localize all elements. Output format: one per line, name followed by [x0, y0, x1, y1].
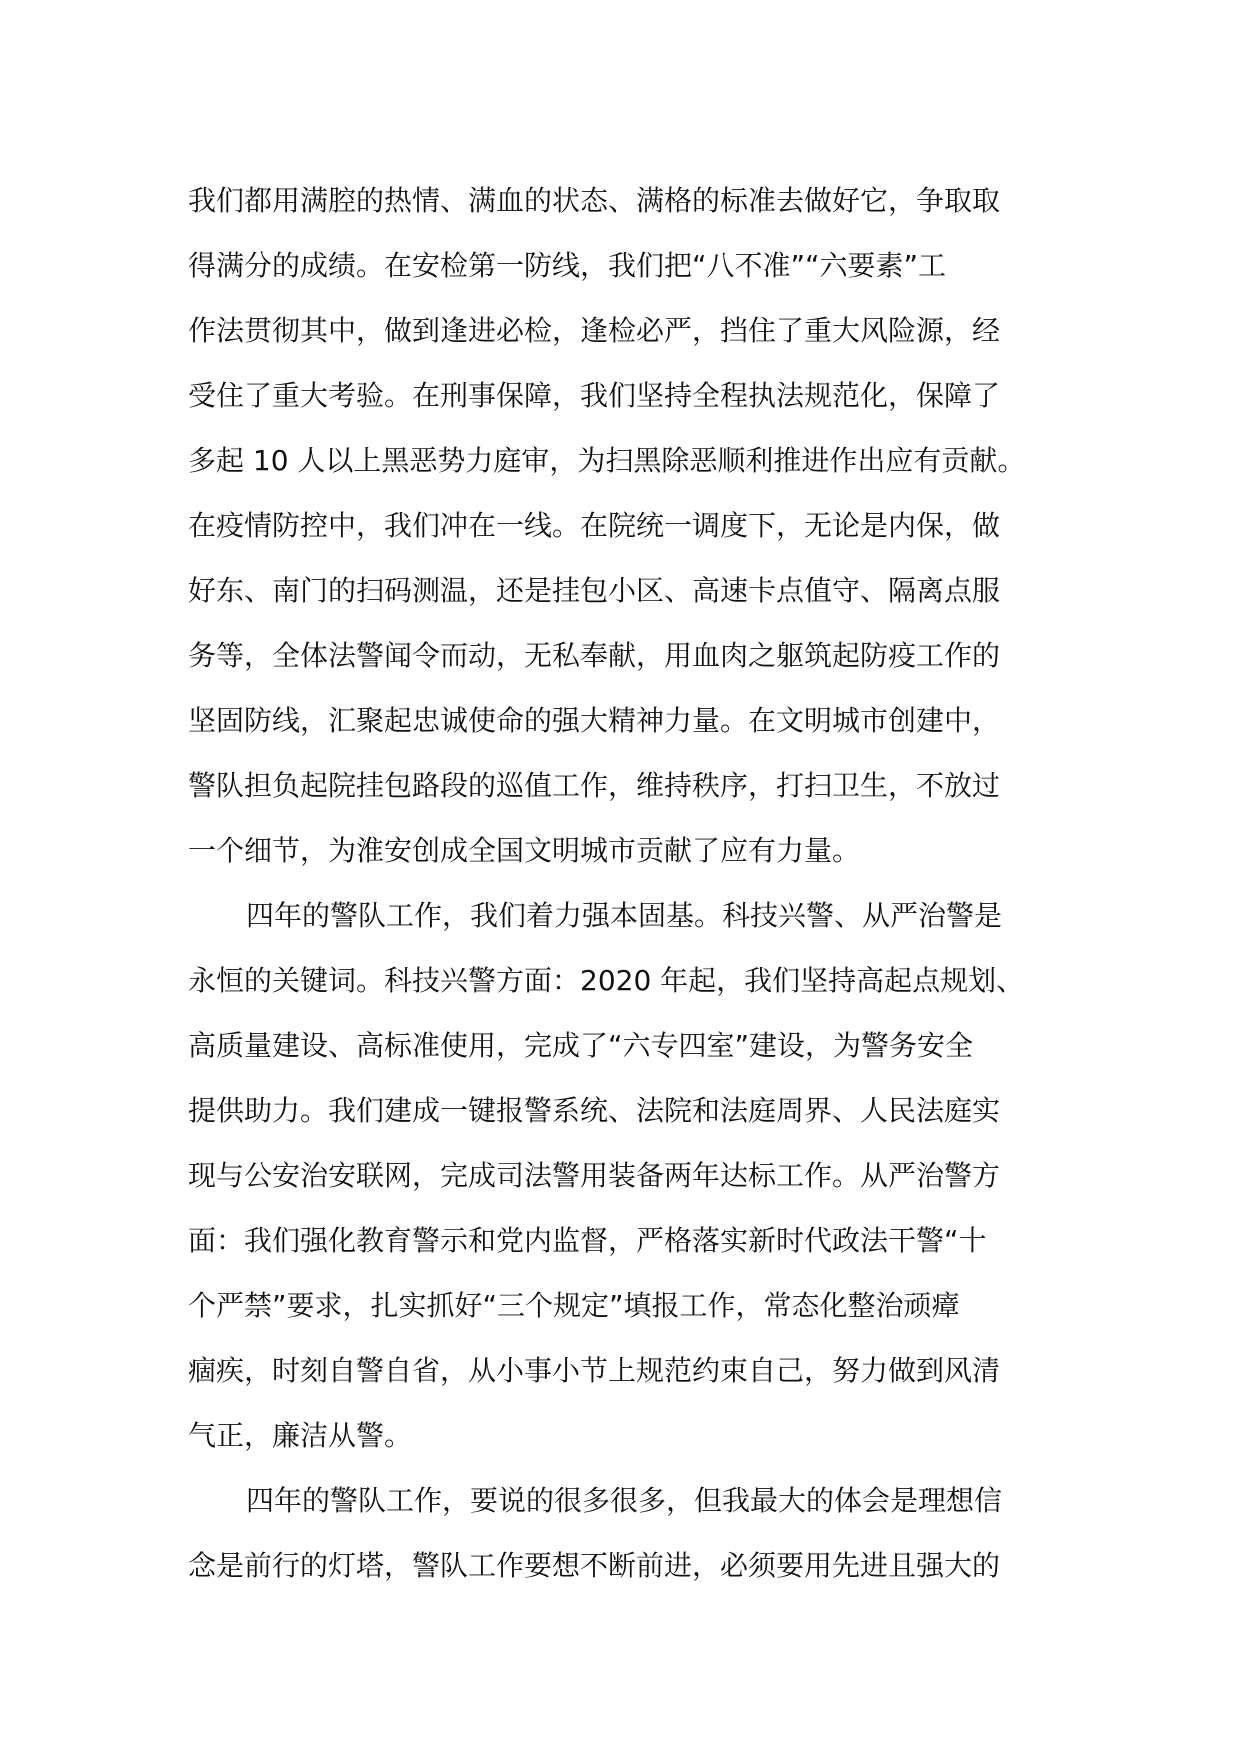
- text-line: 一个细节，为淮安创成全国文明城市贡献了应有力量。: [188, 834, 861, 867]
- text-line: 得满分的成绩。在安检第一防线，我们把“八不准”“六要素”工: [188, 249, 947, 282]
- text-line: 受住了重大考验。在刑事保障，我们坚持全程执法规范化，保障了: [188, 379, 1001, 412]
- text-line: 务等，全体法警闻令而动，无私奉献，用血肉之躯筑起防疫工作的: [188, 639, 1001, 672]
- text-line: 多起 10 人以上黑恶势力庭审，为扫黑除恶顺利推进作出应有贡献。: [188, 444, 1026, 477]
- text-line: 个严禁”要求，扎实抓好“三个规定”填报工作，常态化整治顽瘴: [188, 1289, 960, 1322]
- text-line: 提供助力。我们建成一键报警系统、法院和法庭周界、人民法庭实: [188, 1094, 1001, 1127]
- text-line: 我们都用满腔的热情、满血的状态、满格的标准去做好它，争取取: [188, 184, 1001, 217]
- text-line: 念是前行的灯塔，警队工作要想不断前进，必须要用先进且强大的: [188, 1549, 1001, 1582]
- text-line: 永恒的关键词。科技兴警方面：2020 年起，我们坚持高起点规划、: [188, 964, 1025, 997]
- text-line: 气正，廉洁从警。: [188, 1419, 413, 1452]
- paragraph-start-line: 四年的警队工作，我们着力强本固基。科技兴警、从严治警是: [246, 899, 1003, 932]
- text-line: 痼疾，时刻自警自省，从小事小节上规范约束自己，努力做到风清: [188, 1354, 1001, 1387]
- text-line: 作法贯彻其中，做到逢进必检，逢检必严，挡住了重大风险源，经: [188, 314, 1001, 347]
- text-line: 在疫情防控中，我们冲在一线。在院统一调度下，无论是内保，做: [188, 509, 1001, 542]
- text-line: 面：我们强化教育警示和党内监督，严格落实新时代政法干警“十: [188, 1224, 987, 1257]
- body-text: [188, 168, 1068, 1598]
- text-line: 现与公安治安联网，完成司法警用装备两年达标工作。从严治警方: [188, 1159, 1001, 1192]
- text-line: 坚固防线，汇聚起忠诚使命的强大精神力量。在文明城市创建中，: [188, 704, 1001, 737]
- text-line: 高质量建设、高标准使用，完成了“六专四室”建设，为警务安全: [188, 1029, 974, 1062]
- paragraph-start-line: 四年的警队工作，要说的很多很多，但我最大的体会是理想信: [246, 1484, 1003, 1517]
- text-line: 好东、南门的扫码测温，还是挂包小区、高速卡点值守、隔离点服: [188, 574, 1001, 607]
- text-line: 警队担负起院挂包路段的巡值工作，维持秩序，打扫卫生，不放过: [188, 769, 1001, 802]
